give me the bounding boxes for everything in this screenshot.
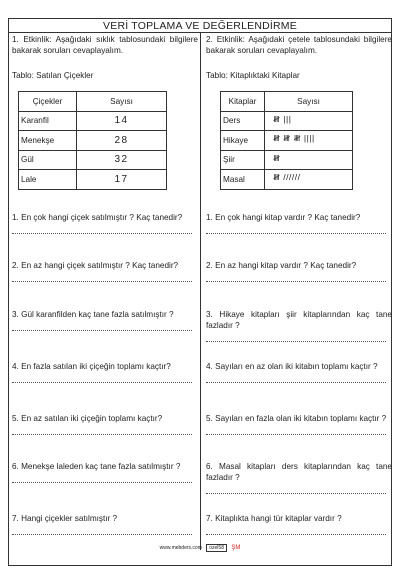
question-text: 2. En az hangi kitap vardır ? Kaç tanedir? [206, 261, 357, 270]
question-text: 5. En az satılan iki çiçeğin toplamı kaçtır? [12, 413, 163, 423]
answer-line[interactable] [12, 281, 192, 282]
flower-name: Menekşe [19, 131, 77, 151]
answer-line[interactable] [206, 493, 386, 494]
answer-line[interactable] [206, 382, 386, 383]
page-footer [0, 544, 400, 552]
column-divider [200, 33, 201, 550]
table-row [221, 170, 353, 190]
activity-2-questions [206, 212, 392, 562]
table-row [19, 131, 167, 151]
books-table-title: Tablo: Kitaplıktaki Kitaplar [206, 71, 300, 80]
question-text: 4. Sayıları en az olan iki kitabın toplamı kaçtır ? [206, 361, 378, 371]
table-header: Çiçekler [19, 92, 77, 112]
answer-line[interactable] [206, 341, 386, 342]
question-text: 6. Menekşe laleden kaç tane fazla satılmıştır ? [12, 462, 181, 471]
question-block [12, 361, 198, 413]
answer-line[interactable] [206, 281, 386, 282]
answer-line[interactable] [206, 534, 386, 535]
question-text: 6. Masal kitapları ders kitaplarından kaç tane fazladır ? [206, 462, 392, 482]
flower-name: Lale [19, 170, 77, 190]
answer-line[interactable] [12, 482, 192, 483]
logo-icon: ŞM [231, 545, 241, 551]
table-row [19, 170, 167, 190]
flower-count: 28 [77, 131, 167, 151]
question-block [206, 413, 392, 462]
question-block [12, 309, 198, 361]
book-type: Masal [221, 170, 265, 190]
table-header-row [19, 92, 167, 112]
answer-line[interactable] [12, 434, 192, 435]
footer-site[interactable]: www.mebders.com [159, 545, 202, 551]
flower-count: 17 [77, 170, 167, 190]
table-header: Sayısı [265, 92, 353, 112]
tally-marks: 𝍸 𝍸 𝍸 |||| [265, 131, 353, 151]
left-column [12, 34, 198, 562]
tally-marks: 𝍸 [265, 150, 353, 170]
question-block [12, 212, 198, 261]
right-column [206, 34, 392, 562]
table-row [19, 111, 167, 131]
question-block [12, 413, 198, 462]
activity-1-instructions: 1. Etkinlik: Aşağıdaki sıklık tablosundaki bilgilere bakarak soruları cevaplayalım. [12, 35, 198, 55]
page-title: VERİ TOPLAMA VE DEĞERLENDİRME [103, 20, 297, 32]
flowers-table-title: Tablo: Satılan Çiçekler [12, 71, 94, 80]
table-row [221, 150, 353, 170]
question-text: 7. Hangi çiçekler satılmıştır ? [12, 514, 118, 523]
question-block [206, 260, 392, 309]
question-block [206, 212, 392, 261]
tally-marks: 𝍸 ////// [265, 170, 353, 190]
activity-2-instructions: 2. Etkinlik: Aşağıdaki çetele tablosundaki bilgilere bakarak soruları cevaplayalım. [206, 35, 392, 55]
question-block [12, 461, 198, 513]
question-text: 3. Hikaye kitapları şiir kitaplarından kaç tane fazladır ? [206, 309, 392, 330]
question-block [12, 513, 198, 562]
question-text: 3. Gül karanfilden kaç tane fazla satılmıştır ? [12, 309, 174, 319]
question-text: 7. Kitaplıkta hangi tür kitaplar vardır ? [206, 514, 342, 523]
question-text: 1. En çok hangi kitap vardır ? Kaç tanedir? [206, 212, 361, 222]
answer-line[interactable] [12, 534, 192, 535]
book-type: Ders [221, 111, 265, 131]
table-row [221, 111, 353, 131]
flower-count: 32 [77, 150, 167, 170]
question-block [206, 361, 392, 413]
footer-badge: ozel58 [206, 544, 227, 552]
table-row [221, 131, 353, 151]
flower-name: Karanfil [19, 111, 77, 131]
answer-line[interactable] [12, 233, 192, 234]
flower-count: 14 [77, 111, 167, 131]
question-text: 5. Sayıları en fazla olan iki kitabın toplamı kaçtır ? [206, 413, 387, 423]
tally-marks: 𝍸 ||| [265, 111, 353, 131]
table-header-row [221, 92, 353, 112]
question-text: 4. En fazla satılan iki çiçeğin toplamı kaçtır? [12, 361, 171, 371]
table-row [19, 150, 167, 170]
book-type: Hikaye [221, 131, 265, 151]
table-header: Sayısı [77, 92, 167, 112]
question-block [206, 513, 392, 562]
table-header: Kitaplar [221, 92, 265, 112]
question-block [206, 461, 392, 513]
question-block [206, 309, 392, 361]
question-text: 1. En çok hangi çiçek satılmıştır ? Kaç tanedir? [12, 212, 183, 222]
question-text: 2. En az hangi çiçek satılmıştır ? Kaç tanedir? [12, 261, 179, 270]
activity-1-questions [12, 212, 198, 562]
flower-name: Gül [19, 150, 77, 170]
answer-line[interactable] [12, 382, 192, 383]
flowers-frequency-table [18, 91, 167, 190]
books-tally-table [220, 91, 353, 190]
answer-line[interactable] [206, 233, 386, 234]
answer-line[interactable] [12, 330, 192, 331]
question-block [12, 260, 198, 309]
book-type: Şiir [221, 150, 265, 170]
answer-line[interactable] [206, 434, 386, 435]
